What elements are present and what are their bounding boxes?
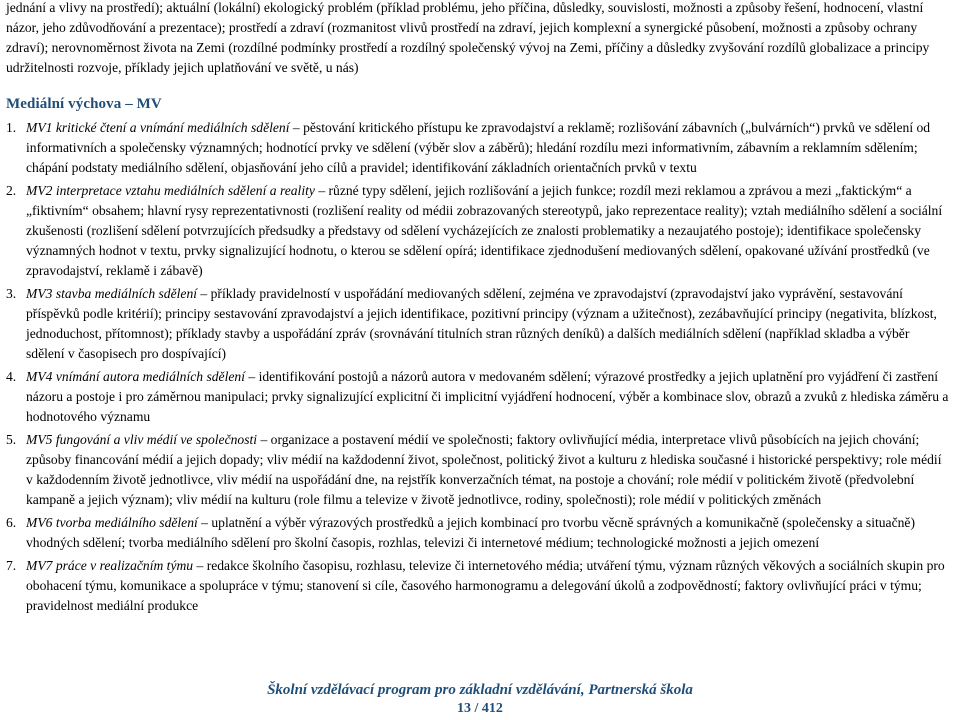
item-number: 2. bbox=[6, 183, 17, 198]
item-title: MV3 stavba mediálních sdělení bbox=[26, 286, 198, 301]
item-number: 5. bbox=[6, 432, 17, 447]
item-text: – různé typy sdělení, jejich rozlišování a jejich funkce; rozdíl mezi reklamou a zprávou a mezi „faktickým“ a „fiktivním“ obsahem; hlavní rysy reprezentativnosti (rozlišení reality od médii zobrazovaných stereotypů, jako reprezentace reality); vztah mediálního sdělení a sociální zkušenosti (rozlišení sdělení potvrzujících předsudky a představy od sdělení vycházejících ze znalosti problematiky a nezaujatého postoje); identifikace společensky významných hodnot v textu, prvky signalizující hodnotu, o kterou se sdělení opírá; identifikace zjednodušení mediovaných sdělení, opakované užívání prostředků (ve zpravodajství, reklamě i zábavě) bbox=[26, 183, 943, 278]
intro-paragraph: jednání a vlivy na prostředí); aktuální (lokální) ekologický problém (příklad problému, jeho příčina, důsledky, souvislosti, možnosti a způsoby řešení, hodnocení, vlastní názor, jeho zdůvodňování a prezentace); prostředí a zdraví (rozmanitost vlivů prostředí na zdraví, jejich komplexní a synergické působení, možnosti a způsoby ochrany zdraví); nerovnoměrnost života na Zemi (rozdílné podmínky prostředí a rozdílný společenský vývoj na Zemi, příčiny a důsledky zvyšování rozdílů globalizace a principy udržitelnosti rozvoje, příklady jejich uplatňování ve světě, u nás) bbox=[6, 0, 930, 75]
item-title: MV4 vnímání autora mediálních sdělení bbox=[26, 369, 245, 384]
list-item bbox=[6, 367, 950, 427]
item-title: MV7 práce v realizačním týmu bbox=[26, 558, 194, 573]
item-number: 7. bbox=[6, 558, 17, 573]
item-number: 6. bbox=[6, 515, 17, 530]
item-text: – redakce školního časopisu, rozhlasu, televize či internetového média; utváření týmu, význam různých věkových a sociálních skupin pro obohacení týmu, komunikace a spolupráce v týmu; stanovení si cíle, časového harmonogramu a delegování úkolů a zodpovědností; faktory ovlivňující práci v týmu; pravidelnost mediální produkce bbox=[26, 558, 945, 613]
item-number: 4. bbox=[6, 369, 17, 384]
item-text: – příklady pravidelností v uspořádání mediovaných sdělení, zejména ve zpravodajství (zpravodajství jako vyprávění, sestavování příspěvků podle kritérií); principy sestavování zpravodajství a jejich identifikace, pozitivní principy (význam a užitečnost), zezábavňující principy (negativita, blízkost, jednoduchost, přítomnost); příklady stavby a uspořádání zpráv (srovnávání titulních stran různých deníků) a dalších mediálních sdělení (například skladba a výběr sdělení v časopisech pro dospívající) bbox=[26, 286, 937, 361]
list-item bbox=[6, 181, 950, 281]
list-item bbox=[6, 513, 950, 553]
page-number: 13 / 412 bbox=[457, 701, 503, 716]
item-title: MV2 interpretace vztahu mediálních sdělení a reality bbox=[26, 183, 315, 198]
item-title: MV6 tvorba mediálního sdělení bbox=[26, 515, 198, 530]
list-item bbox=[6, 118, 950, 178]
item-text: – identifikování postojů a názorů autora v medovaném sdělení; výrazové prostředky a jejich uplatnění pro vyjádření či zastření názoru a postoje i pro záměrnou manipulaci; prvky signalizující explicitní či implicitní vyjádření hodnocení, výběr a kombinace slov, obrazů a zvuků z hlediska záměru a hodnotového významu bbox=[26, 369, 949, 424]
footer-title: Školní vzdělávací program pro základní vzdělávání, Partnerská škola bbox=[267, 682, 693, 698]
item-text: – pěstování kritického přístupu ke zpravodajství a reklamě; rozlišování zábavních („bulvárních“) prvků ve sdělení od informativních a společensky významných; hodnotící prvky ve sdělení (výběr slov a záběrů); hledání rozdílu mezi informativním, zábavním a reklamním sdělením; chápání podstaty mediálního sdělení, objasňování jeho cílů a pravidel; identifikování základních orientačních prvků v textu bbox=[26, 120, 931, 175]
item-title: MV1 kritické čtení a vnímání mediálních sdělení bbox=[26, 120, 290, 135]
section-heading: Mediální výchova – MV bbox=[6, 96, 162, 112]
item-number: 3. bbox=[6, 286, 17, 301]
item-text: – uplatnění a výběr výrazových prostředků a jejich kombinací pro tvorbu věcně správných a komunikačně (společensky a situačně) vhodných sdělení; tvorba mediálního sdělení pro školní časopis, rozhlas, televizi či internetové médium; technologické možnosti a jejich omezení bbox=[26, 515, 915, 550]
item-text: – organizace a postavení médií ve společnosti; faktory ovlivňující média, interpretace vlivů působících na jejich chování; způsoby financování médií a jejich dopady; vliv médií na každodenní život, společnost, politický život a kulturu z hlediska současné i historické perspektivy; role médií v každodenním životě jednotlivce, vliv médií na uspořádání dne, na rejstřík konverzačních témat, na postoje a chování; role médií v politickém životě (předvolební kampaně a jejich význam); vliv médií na kulturu (role filmu a televize v životě jednotlivce, rodiny, společnosti); role médií v politických změnách bbox=[26, 432, 942, 507]
item-title: MV5 fungování a vliv médií ve společnosti bbox=[26, 432, 258, 447]
list-item bbox=[6, 430, 950, 510]
list-item bbox=[6, 284, 950, 364]
mv-items-list bbox=[6, 118, 950, 619]
item-number: 1. bbox=[6, 120, 17, 135]
list-item bbox=[6, 556, 950, 616]
